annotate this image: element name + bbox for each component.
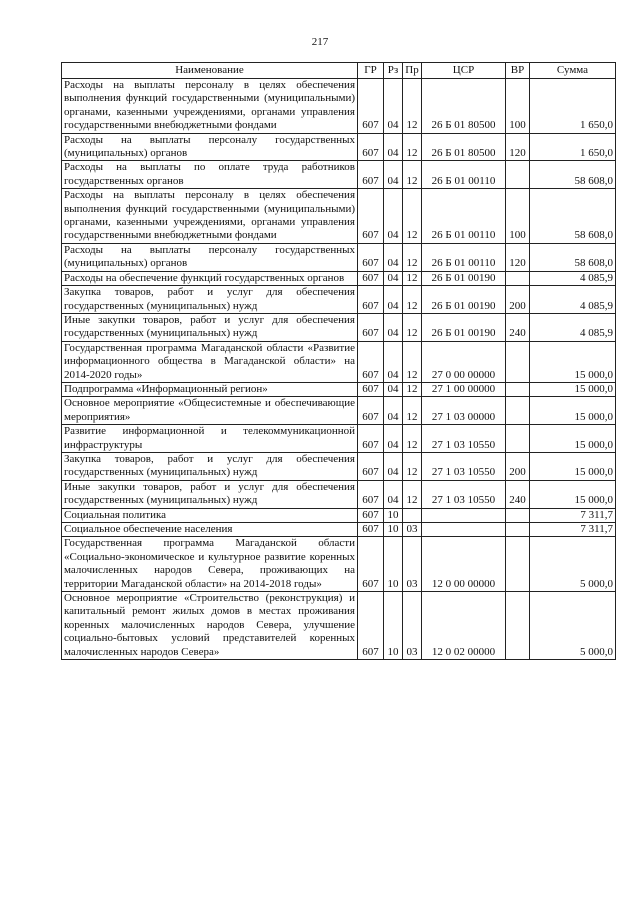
cell-rz: 04 — [384, 313, 403, 341]
page-number: 217 — [311, 36, 329, 48]
table-row — [62, 243, 616, 271]
cell-sum: 15 000,0 — [530, 341, 616, 382]
cell-vr: 240 — [506, 313, 530, 341]
cell-gr: 607 — [358, 341, 384, 382]
table-row — [62, 271, 616, 285]
cell-csr: 27 1 03 10550 — [422, 452, 506, 480]
cell-vr — [506, 592, 530, 660]
cell-gr: 607 — [358, 452, 384, 480]
cell-rz: 04 — [384, 243, 403, 271]
table-row — [62, 397, 616, 425]
cell-rz: 04 — [384, 133, 403, 161]
cell-rz: 04 — [384, 341, 403, 382]
header-gr: ГР — [358, 63, 384, 79]
cell-gr: 607 — [358, 271, 384, 285]
cell-name: Иные закупки товаров, работ и услуг для обеспечения государственных (муниципальных) нужд — [62, 313, 358, 341]
table-row — [62, 161, 616, 189]
cell-name: Расходы на выплаты персоналу в целях обеспечения выполнения функций государственными (муниципальными) органами, казенными учреждениями, органами управления государственными внебюджетными фондами — [62, 189, 358, 244]
cell-sum: 4 085,9 — [530, 271, 616, 285]
cell-sum: 15 000,0 — [530, 382, 616, 396]
cell-sum: 58 608,0 — [530, 161, 616, 189]
table-row — [62, 382, 616, 396]
cell-vr — [506, 382, 530, 396]
table-row — [62, 452, 616, 480]
cell-name: Расходы на обеспечение функций государственных органов — [62, 271, 358, 285]
table-row — [62, 189, 616, 244]
table-body — [62, 79, 616, 660]
cell-name: Закупка товаров, работ и услуг для обеспечения государственных (муниципальных) нужд — [62, 286, 358, 314]
cell-vr: 100 — [506, 189, 530, 244]
cell-gr: 607 — [358, 161, 384, 189]
cell-gr: 607 — [358, 243, 384, 271]
cell-vr: 100 — [506, 79, 530, 134]
cell-csr: 27 0 00 00000 — [422, 341, 506, 382]
header-rz: Рз — [384, 63, 403, 79]
cell-name: Государственная программа Магаданской области «Развитие информационного общества в Магаданской области» на 2014-2020 годы» — [62, 341, 358, 382]
cell-csr: 26 Б 01 80500 — [422, 133, 506, 161]
cell-gr: 607 — [358, 480, 384, 508]
header-vr: ВР — [506, 63, 530, 79]
cell-sum: 15 000,0 — [530, 397, 616, 425]
header-csr: ЦСР — [422, 63, 506, 79]
cell-sum: 7 311,7 — [530, 523, 616, 537]
cell-rz: 04 — [384, 382, 403, 396]
table-row — [62, 480, 616, 508]
cell-gr: 607 — [358, 523, 384, 537]
cell-pr: 12 — [403, 161, 422, 189]
cell-vr: 200 — [506, 286, 530, 314]
table-row — [62, 425, 616, 453]
cell-pr: 12 — [403, 243, 422, 271]
cell-pr: 12 — [403, 341, 422, 382]
cell-vr — [506, 271, 530, 285]
cell-name: Социальное обеспечение населения — [62, 523, 358, 537]
cell-pr: 12 — [403, 452, 422, 480]
cell-pr: 12 — [403, 189, 422, 244]
table-row — [62, 508, 616, 522]
cell-csr: 26 Б 01 80500 — [422, 79, 506, 134]
cell-vr — [506, 537, 530, 592]
cell-name: Расходы на выплаты персоналу государственных (муниципальных) органов — [62, 243, 358, 271]
cell-rz: 10 — [384, 592, 403, 660]
budget-table — [61, 62, 616, 660]
cell-csr: 26 Б 01 00110 — [422, 161, 506, 189]
cell-pr: 12 — [403, 133, 422, 161]
cell-name: Развитие информационной и телекоммуникационной инфраструктуры — [62, 425, 358, 453]
cell-vr: 120 — [506, 243, 530, 271]
header-row — [62, 63, 616, 79]
cell-pr: 12 — [403, 313, 422, 341]
cell-gr: 607 — [358, 382, 384, 396]
cell-csr: 12 0 02 00000 — [422, 592, 506, 660]
cell-pr: 12 — [403, 425, 422, 453]
cell-rz: 10 — [384, 508, 403, 522]
cell-rz: 10 — [384, 537, 403, 592]
cell-csr: 26 Б 01 00110 — [422, 243, 506, 271]
cell-rz: 04 — [384, 397, 403, 425]
header-pr: Пр — [403, 63, 422, 79]
cell-sum: 1 650,0 — [530, 133, 616, 161]
cell-csr — [422, 523, 506, 537]
cell-gr: 607 — [358, 79, 384, 134]
cell-pr — [403, 508, 422, 522]
cell-sum: 4 085,9 — [530, 286, 616, 314]
cell-vr — [506, 523, 530, 537]
cell-sum: 15 000,0 — [530, 452, 616, 480]
header-name: Наименование — [62, 63, 358, 79]
cell-name: Иные закупки товаров, работ и услуг для обеспечения государственных (муниципальных) нужд — [62, 480, 358, 508]
table-row — [62, 523, 616, 537]
cell-name: Основное мероприятие «Строительство (реконструкция) и капитальный ремонт жилых домов в местах проживания коренных малочисленных народов Севера, улучшение социально-бытовых условий представителей коренных малочисленных народов Севера» — [62, 592, 358, 660]
table-row — [62, 341, 616, 382]
table-row — [62, 537, 616, 592]
cell-vr — [506, 508, 530, 522]
cell-csr: 26 Б 01 00190 — [422, 313, 506, 341]
cell-csr: 12 0 00 00000 — [422, 537, 506, 592]
cell-name: Закупка товаров, работ и услуг для обеспечения государственных (муниципальных) нужд — [62, 452, 358, 480]
table-header — [62, 63, 616, 79]
cell-sum: 7 311,7 — [530, 508, 616, 522]
cell-gr: 607 — [358, 313, 384, 341]
cell-name: Социальная политика — [62, 508, 358, 522]
table-row — [62, 133, 616, 161]
cell-csr: 27 1 03 10550 — [422, 425, 506, 453]
cell-rz: 04 — [384, 452, 403, 480]
cell-csr: 26 Б 01 00190 — [422, 271, 506, 285]
cell-pr: 12 — [403, 382, 422, 396]
cell-sum: 1 650,0 — [530, 79, 616, 134]
cell-gr: 607 — [358, 425, 384, 453]
cell-pr: 03 — [403, 523, 422, 537]
cell-pr: 12 — [403, 79, 422, 134]
cell-sum: 15 000,0 — [530, 425, 616, 453]
table-row — [62, 286, 616, 314]
cell-rz: 04 — [384, 79, 403, 134]
cell-sum: 5 000,0 — [530, 537, 616, 592]
cell-rz: 04 — [384, 480, 403, 508]
cell-csr: 26 Б 01 00110 — [422, 189, 506, 244]
cell-csr: 27 1 00 00000 — [422, 382, 506, 396]
cell-gr: 607 — [358, 397, 384, 425]
cell-rz: 10 — [384, 523, 403, 537]
cell-gr: 607 — [358, 537, 384, 592]
cell-sum: 5 000,0 — [530, 592, 616, 660]
cell-gr: 607 — [358, 286, 384, 314]
cell-name: Основное мероприятие «Общесистемные и обеспечивающие мероприятия» — [62, 397, 358, 425]
cell-vr: 200 — [506, 452, 530, 480]
cell-name: Расходы на выплаты по оплате труда работников государственных органов — [62, 161, 358, 189]
cell-vr — [506, 161, 530, 189]
cell-name: Государственная программа Магаданской области «Социально-экономическое и культурное развитие коренных малочисленных народов Севера, проживающих на территории Магаданской области» на 2014-2018 годы» — [62, 537, 358, 592]
cell-csr: 27 1 03 00000 — [422, 397, 506, 425]
cell-name: Расходы на выплаты персоналу в целях обеспечения выполнения функций государственными (муниципальными) органами, казенными учреждениями, органами управления государственными внебюджетными фондами — [62, 79, 358, 134]
cell-csr — [422, 508, 506, 522]
cell-pr: 12 — [403, 480, 422, 508]
cell-pr: 12 — [403, 286, 422, 314]
cell-rz: 04 — [384, 161, 403, 189]
cell-sum: 4 085,9 — [530, 313, 616, 341]
header-sum: Сумма — [530, 63, 616, 79]
cell-rz: 04 — [384, 189, 403, 244]
cell-pr: 12 — [403, 397, 422, 425]
cell-gr: 607 — [358, 508, 384, 522]
cell-pr: 12 — [403, 271, 422, 285]
cell-csr: 26 Б 01 00190 — [422, 286, 506, 314]
cell-name: Подпрограмма «Информационный регион» — [62, 382, 358, 396]
cell-gr: 607 — [358, 133, 384, 161]
table-row — [62, 313, 616, 341]
cell-sum: 58 608,0 — [530, 243, 616, 271]
cell-csr: 27 1 03 10550 — [422, 480, 506, 508]
cell-rz: 04 — [384, 271, 403, 285]
cell-rz: 04 — [384, 425, 403, 453]
cell-pr: 03 — [403, 592, 422, 660]
cell-pr: 03 — [403, 537, 422, 592]
cell-sum: 15 000,0 — [530, 480, 616, 508]
table-row — [62, 79, 616, 134]
cell-gr: 607 — [358, 592, 384, 660]
cell-name: Расходы на выплаты персоналу государственных (муниципальных) органов — [62, 133, 358, 161]
cell-vr — [506, 397, 530, 425]
cell-vr: 120 — [506, 133, 530, 161]
cell-gr: 607 — [358, 189, 384, 244]
cell-vr — [506, 425, 530, 453]
cell-vr — [506, 341, 530, 382]
table-row — [62, 592, 616, 660]
cell-sum: 58 608,0 — [530, 189, 616, 244]
cell-rz: 04 — [384, 286, 403, 314]
cell-vr: 240 — [506, 480, 530, 508]
